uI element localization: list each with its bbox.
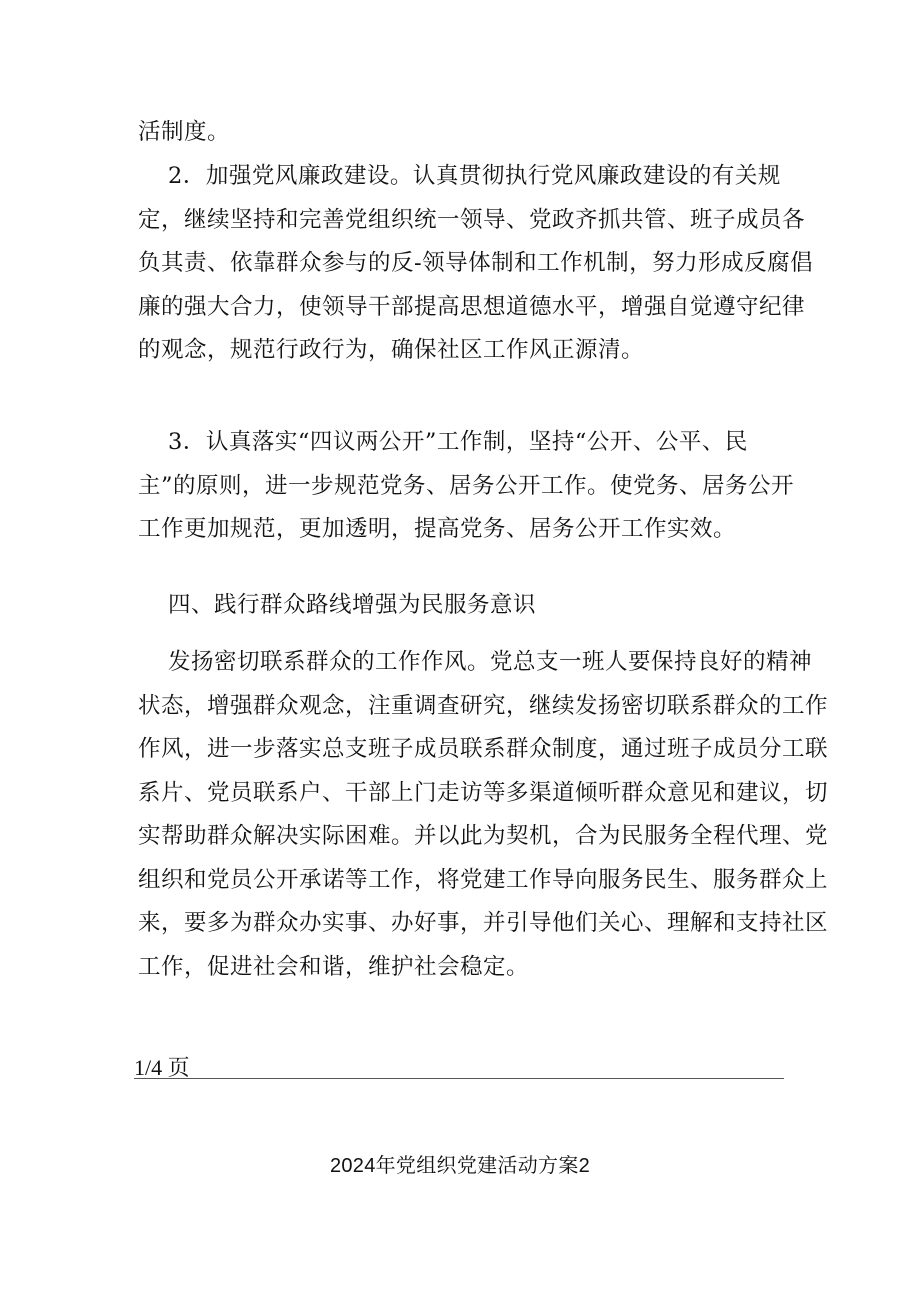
text-line: 作风，进一步落实总支班子成员联系群众制度，通过班子成员分工联 bbox=[138, 736, 829, 762]
paragraph-continuation bbox=[138, 111, 784, 155]
text-line: 定，继续坚持和完善党组织统一领导、党政齐抓共管、班子成员各 bbox=[138, 206, 806, 233]
next-document-title: 2024年党组织党建活动方案2 bbox=[329, 1155, 591, 1177]
paragraph-party-conduct bbox=[138, 155, 814, 373]
text-line: 主”的原则，进一步规范党务、居务公开工作。使党务、居务公开 bbox=[138, 472, 795, 499]
text-line: 实帮助群众解决实际困难。并以此为契机，合为民服务全程代理、党 bbox=[138, 823, 829, 849]
text-line: 3．认真落实“四议两公开”工作制，坚持“公开、公平、民 bbox=[168, 429, 748, 455]
text-line: 工作，促进社会和谐，维护社会稳定。 bbox=[138, 953, 530, 980]
text-line: 组织和党员公开承诺等工作，将党建工作导向服务民生、服务群众上 bbox=[138, 866, 829, 893]
text-line: 四、践行群众路线增强为民服务意识 bbox=[168, 592, 537, 618]
text-line: 负其责、依靠群众参与的反-领导体制和工作机制，努力形成反腐倡 bbox=[138, 250, 814, 276]
text-line: 的观念，规范行政行为，确保社区工作风正源清。 bbox=[138, 337, 645, 363]
text-line: 廉的强大合力，使领导干部提高思想道德水平，增强自觉遵守纪律 bbox=[138, 293, 806, 320]
paragraph-openness bbox=[138, 421, 795, 552]
section-heading bbox=[138, 584, 784, 628]
text-line: 活制度。 bbox=[138, 119, 231, 145]
page-number: 1/4 页 bbox=[134, 1055, 190, 1080]
text-line: 系片、党员联系户、干部上门走访等多渠道倾听群众意见和建议，切 bbox=[138, 779, 829, 806]
text-line: 工作更加规范，更加透明，提高党务、居务公开工作实效。 bbox=[138, 516, 737, 542]
text-line: 来，要多为群众办实事、办好事，并引导他们关心、理解和支持社区 bbox=[138, 910, 829, 936]
text-line: 2．加强党风廉政建设。认真贯彻执行党风廉政建设的有关规 bbox=[168, 163, 781, 189]
text-line: 发扬密切联系群众的工作作风。党总支一班人要保持良好的精神 bbox=[168, 649, 813, 675]
page-divider bbox=[134, 1078, 784, 1079]
text-line: 状态，增强群众观念，注重调查研究，继续发扬密切联系群众的工作 bbox=[138, 692, 829, 719]
paragraph-mass-line bbox=[138, 641, 829, 989]
